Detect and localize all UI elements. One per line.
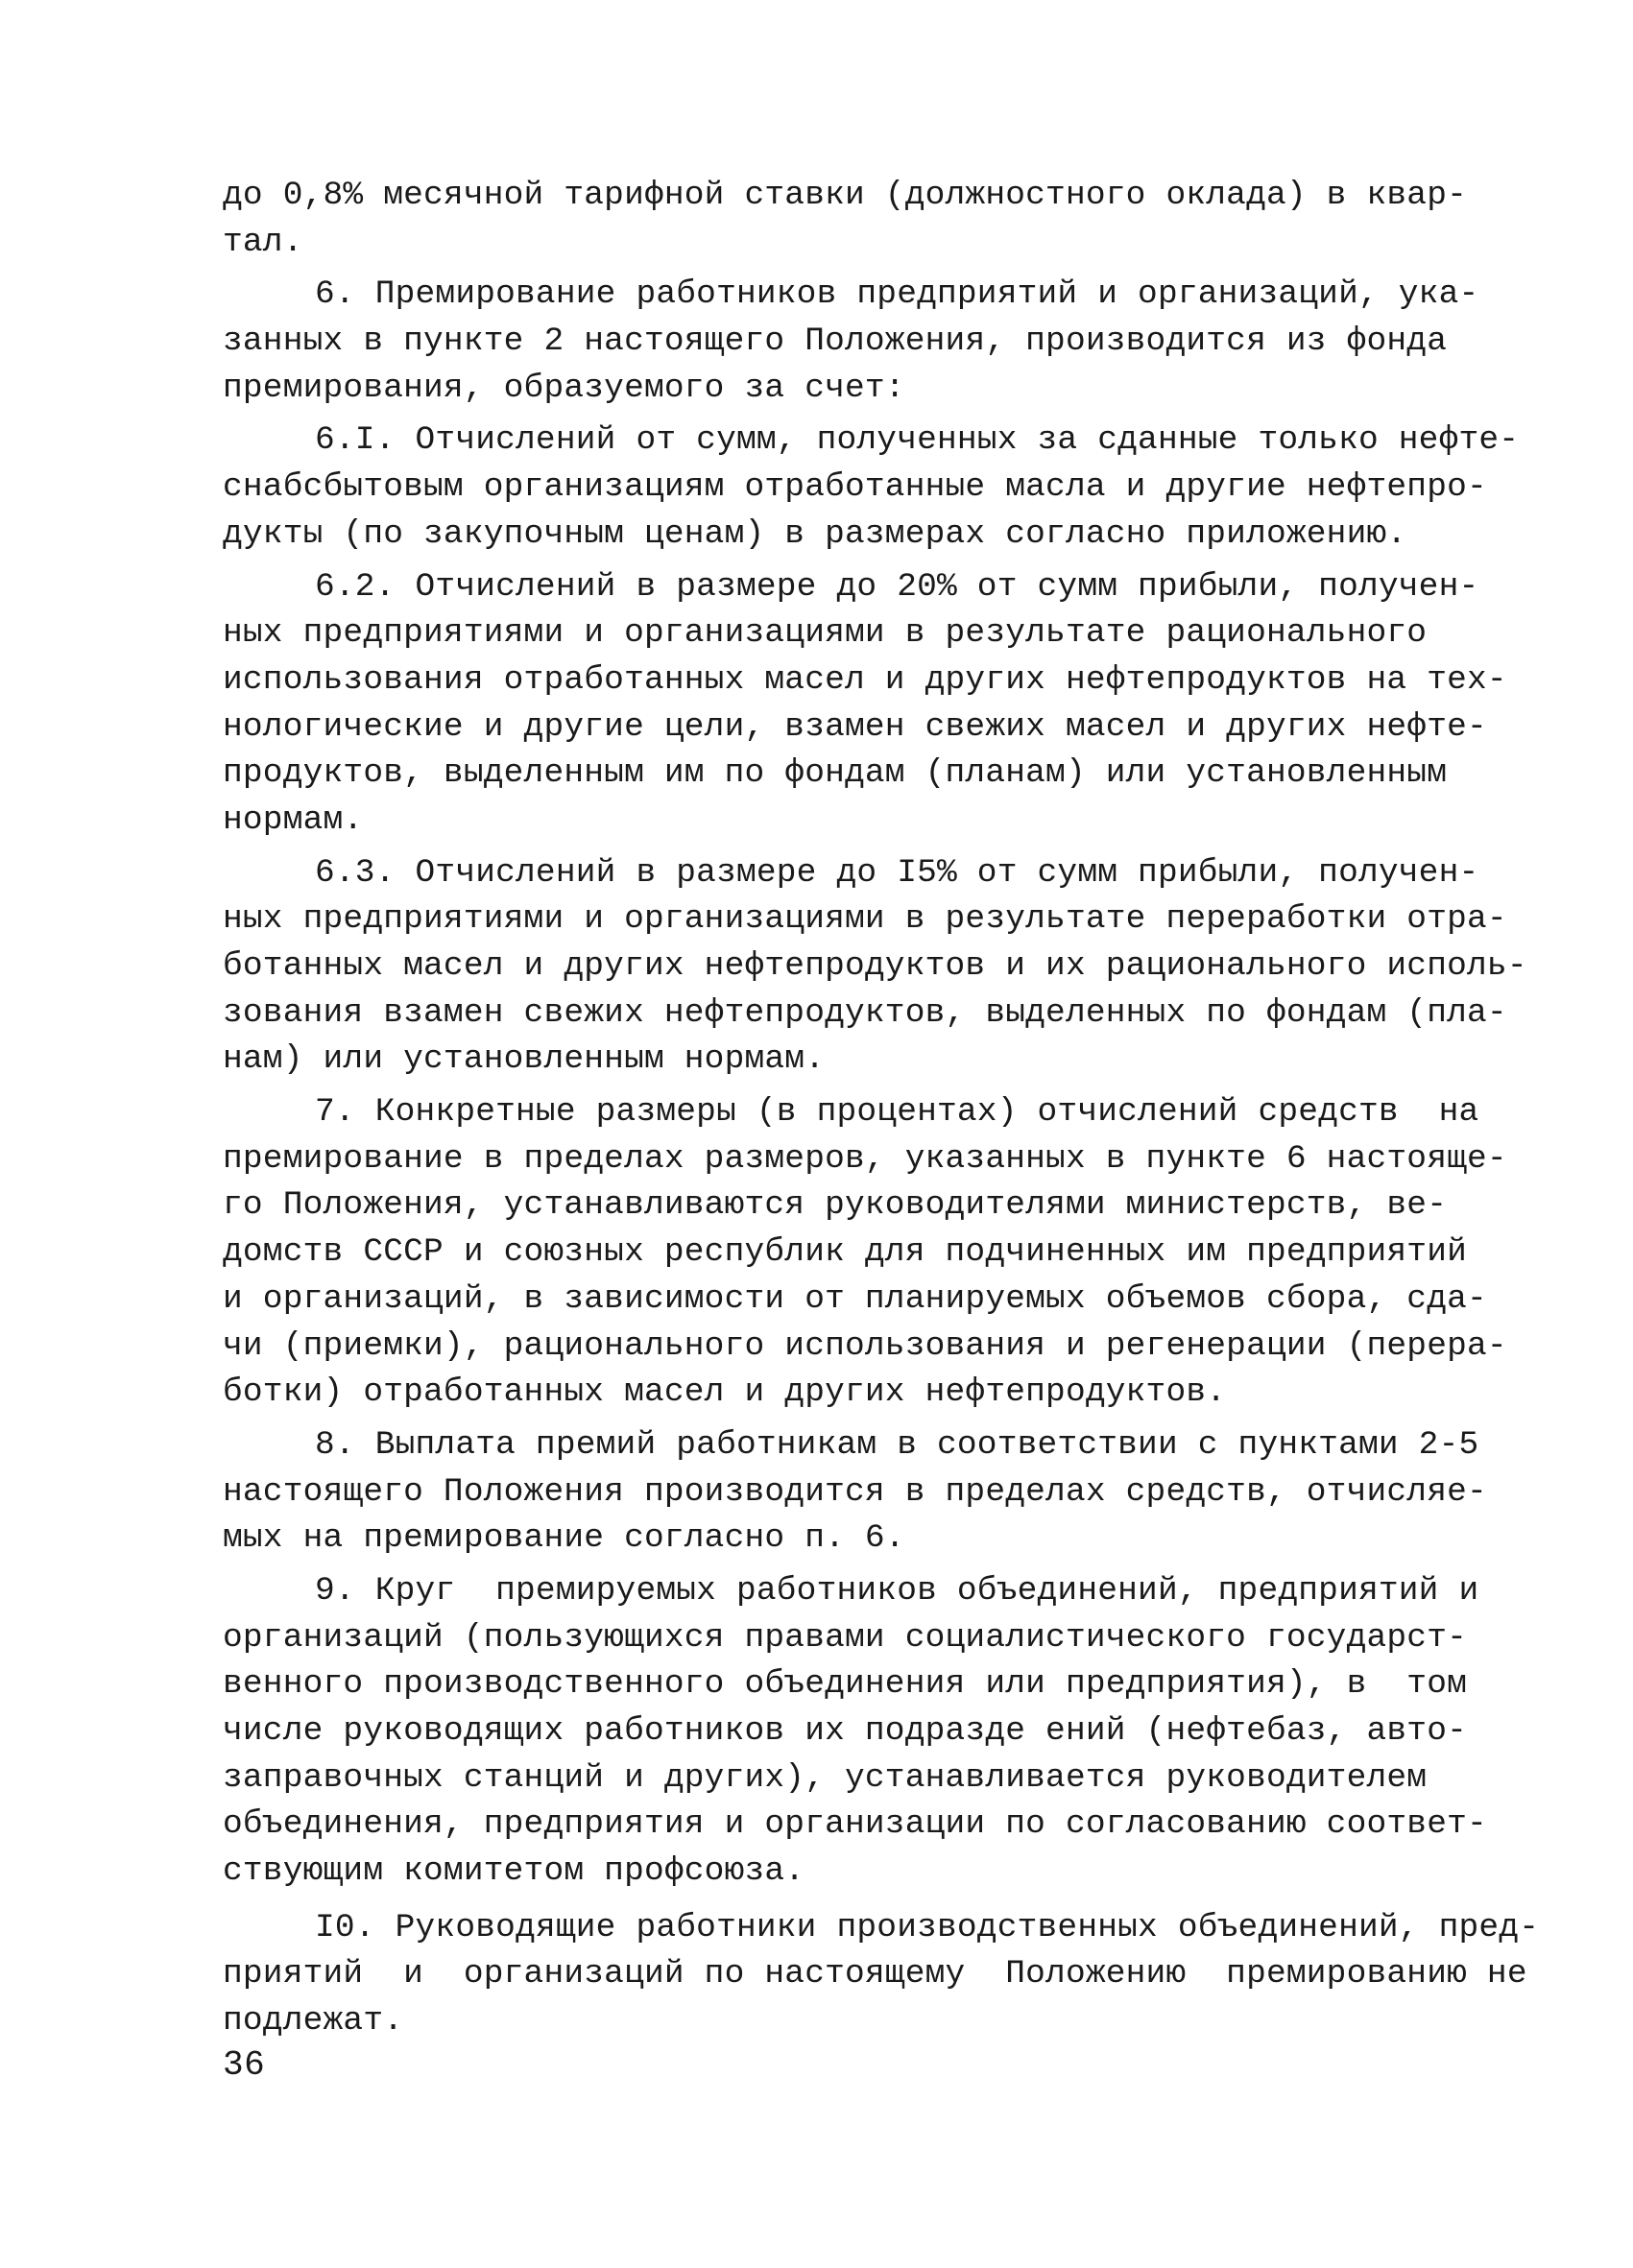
text-line: заправочных станций и других), устанавливается руководителем	[223, 1758, 1428, 1797]
paragraph-6-start: 6. Премирование работников предприятий и организаций, ука-	[315, 275, 1479, 314]
text-line: числе руководящих работников их подразде ений (нефтебаз, авто-	[223, 1712, 1468, 1750]
text-line: ботки) отработанных масел и других нефтепродуктов.	[223, 1373, 1227, 1412]
text-line: ных предприятиями и организациями в результате рационального	[223, 614, 1428, 653]
text-line: чи (приемки), рационального использования и регенерации (перера-	[223, 1326, 1507, 1365]
text-line: премирования, образуемого за счет:	[223, 369, 905, 407]
page-number: 36	[223, 2045, 266, 2085]
text-line: ботанных масел и других нефтепродуктов и их рационального исполь-	[223, 947, 1527, 985]
text-line: и организаций, в зависимости от планируемых объемов сбора, сда-	[223, 1279, 1487, 1318]
text-line: организаций (пользующихся правами социалистического государст-	[223, 1618, 1468, 1657]
text-line: го Положения, устанавливаются руководителями министерств, ве-	[223, 1186, 1448, 1225]
text-line: дукты (по закупочным ценам) в размерах согласно приложению.	[223, 514, 1407, 553]
text-line: использования отработанных масел и других нефтепродуктов на тех-	[223, 660, 1507, 699]
text-line: зования взамен свежих нефтепродуктов, выделенных по фондам (пла-	[223, 993, 1507, 1032]
text-line: подлежат.	[223, 2002, 404, 2041]
paragraph-6-2-start: 6.2. Отчислений в размере до 20% от сумм прибыли, получен-	[315, 567, 1479, 606]
text-line: объединения, предприятия и организации по согласованию соответ-	[223, 1805, 1487, 1844]
text-line: до 0,8% месячной тарифной ставки (должностного оклада) в квар-	[223, 177, 1468, 214]
paragraph-6-1-start: 6.I. Отчислений от сумм, полученных за сданные только нефте-	[315, 421, 1520, 460]
text-line: венного производственного объединения или предприятия), в том	[223, 1665, 1468, 1704]
text-line: домств СССР и союзных республик для подчиненных им предприятий	[223, 1233, 1468, 1272]
paragraph-8-start: 8. Выплата премий работникам в соответствии с пунктами 2-5	[315, 1425, 1479, 1464]
paragraph-10-start: I0. Руководящие работники производственных объединений, пред-	[315, 1908, 1540, 1946]
text-line: нам) или установленным нормам.	[223, 1040, 826, 1079]
text-line: настоящего Положения производится в пределах средств, отчисляе-	[223, 1472, 1487, 1511]
paragraph-9-start: 9. Круг премируемых работников объединений, предприятий и	[315, 1571, 1479, 1610]
text-line: снабсбытовым организациям отработанные масла и другие нефтепро-	[223, 468, 1487, 507]
text-line: занных в пункте 2 настоящего Положения, производится из фонда	[223, 322, 1448, 361]
text-line: мых на премирование согласно п. 6.	[223, 1519, 905, 1558]
document-body	[223, 173, 1540, 2045]
paragraph-6-3-start: 6.3. Отчислений в размере до I5% от сумм прибыли, получен-	[315, 853, 1479, 892]
paragraph-7-start: 7. Конкретные размеры (в процентах) отчислений средств на	[315, 1093, 1479, 1132]
text-line: приятий и организаций по настоящему Положению премированию не	[223, 1955, 1527, 1993]
text-line: ствующим комитетом профсоюза.	[223, 1852, 805, 1891]
text-line: премирование в пределах размеров, указанных в пункте 6 настояще-	[223, 1139, 1507, 1178]
text-line: ных предприятиями и организациями в результате переработки отра-	[223, 900, 1507, 939]
text-line: нормам.	[223, 800, 364, 839]
text-line: нологические и другие цели, взамен свежих масел и других нефте-	[223, 707, 1487, 746]
text-line: продуктов, выделенным им по фондам (планам) или установленным	[223, 754, 1448, 793]
text-line: тал.	[223, 223, 303, 261]
